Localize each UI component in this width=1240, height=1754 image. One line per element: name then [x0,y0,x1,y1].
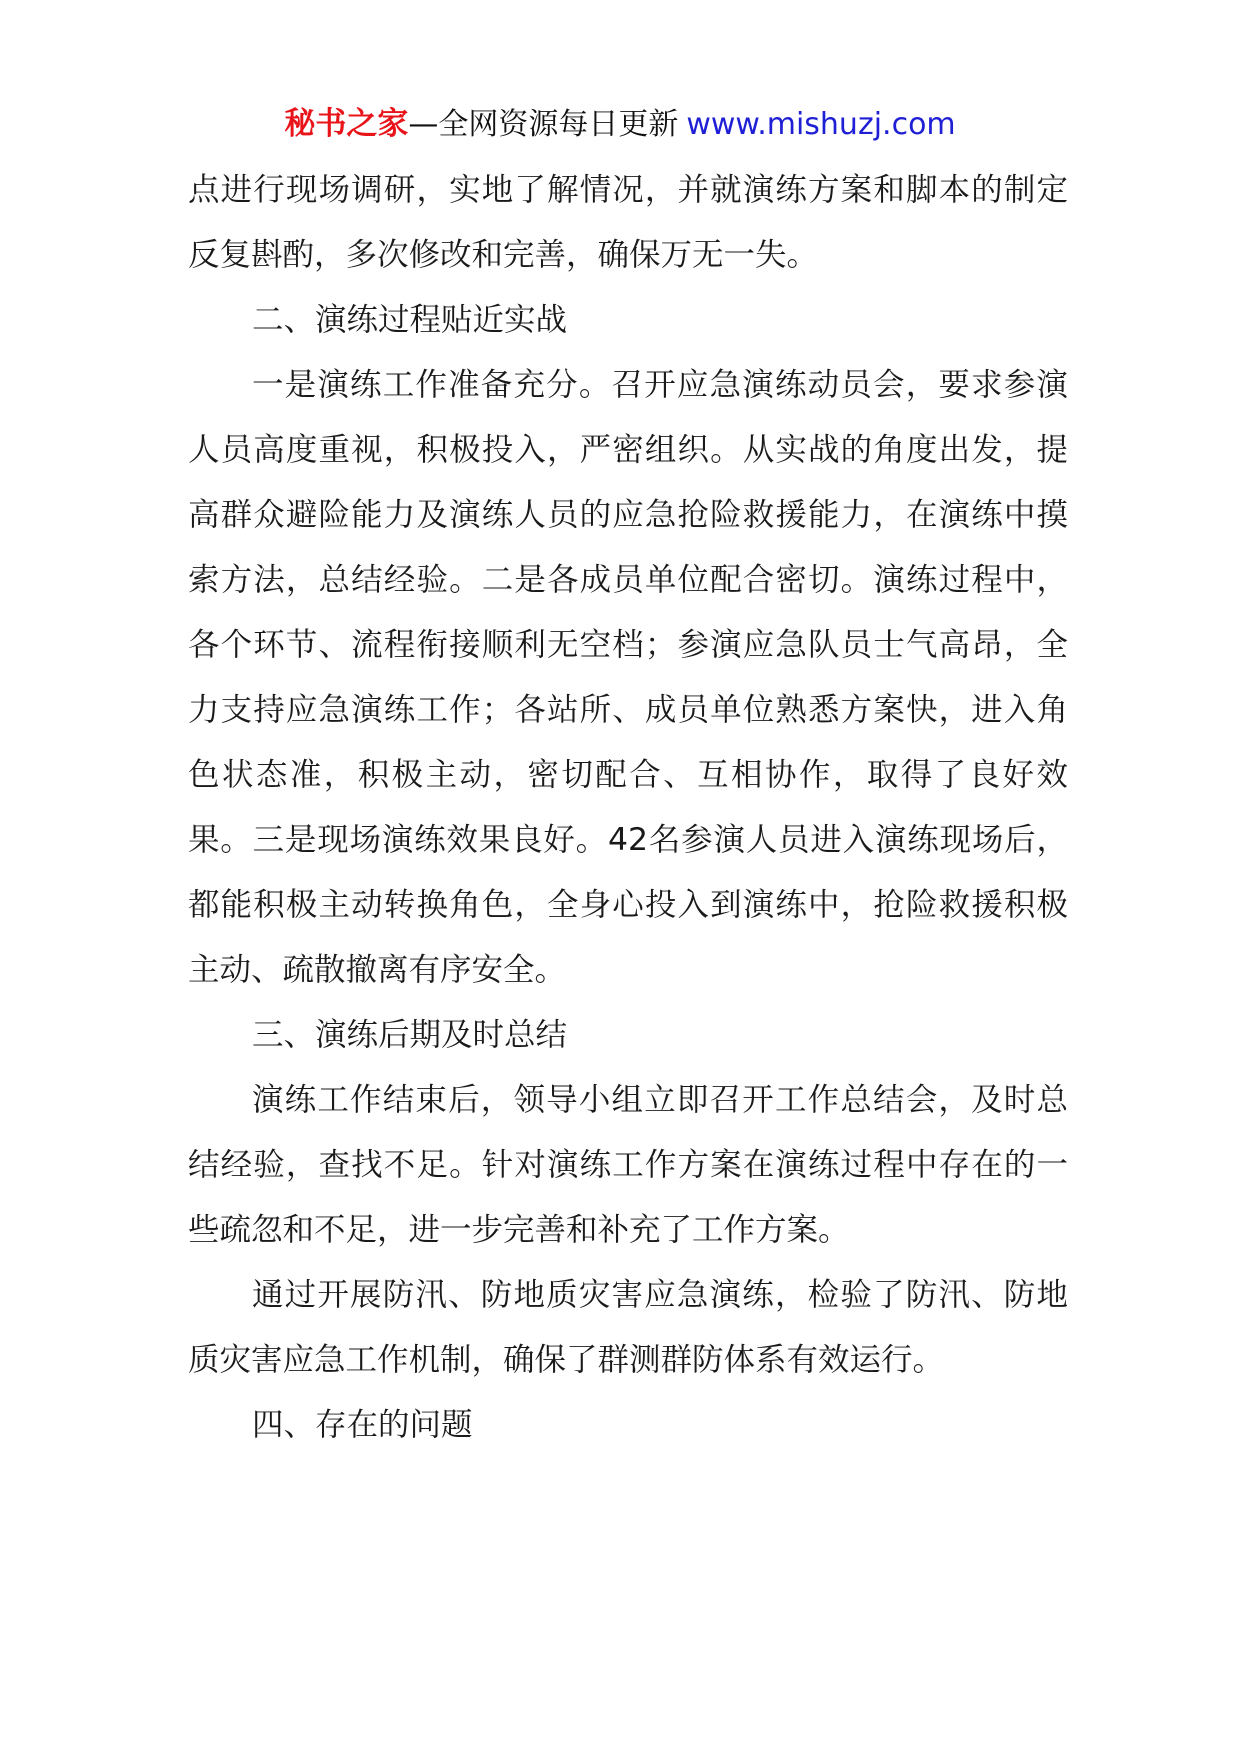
paragraph-summary: 演练工作结束后，领导小组立即召开工作总结会，及时总结经验，查找不足。针对演练工作方案在演练过程中存在的一些疏忽和不足，进一步完善和补充了工作方案。 [188,1082,1068,1248]
section-heading-2: 二、演练过程贴近实战 [252,302,568,338]
section-heading-3: 三、演练后期及时总结 [252,1017,568,1053]
header-tagline: —全网资源每日更新 [408,107,679,142]
page-header [0,100,1240,149]
section-heading-4: 四、存在的问题 [252,1407,473,1443]
paragraph-drill-process: 一是演练工作准备充分。召开应急演练动员会，要求参演人员高度重视，积极投入，严密组织。从实战的角度出发，提高群众避险能力及演练人员的应急抢险救援能力，在演练中摸索方法，总结经验。二是各成员单位配合密切。演练过程中，各个环节、流程衔接顺利无空档；参演应急队员士气高昂，全力支持应急演练工作；各站所、成员单位熟悉方案快，进入角色状态准，积极主动，密切配合、互相协作，取得了良好效果。三是现场演练效果良好。42名参演人员进入演练现场后，都能积极主动转换角色，全身心投入到演练中，抢险救援积极主动、疏散撤离有序安全。 [188,367,1068,988]
paragraph-conclusion: 通过开展防汛、防地质灾害应急演练，检验了防汛、防地质灾害应急工作机制，确保了群测群防体系有效运行。 [188,1277,1068,1378]
brand-name: 秘书之家 [284,106,409,142]
document-body [188,158,1068,1458]
paragraph-continuation: 点进行现场调研，实地了解情况，并就演练方案和脚本的制定反复斟酌，多次修改和完善，确保万无一失。 [188,172,1068,273]
site-url[interactable]: www.mishuzj.com [686,107,956,142]
